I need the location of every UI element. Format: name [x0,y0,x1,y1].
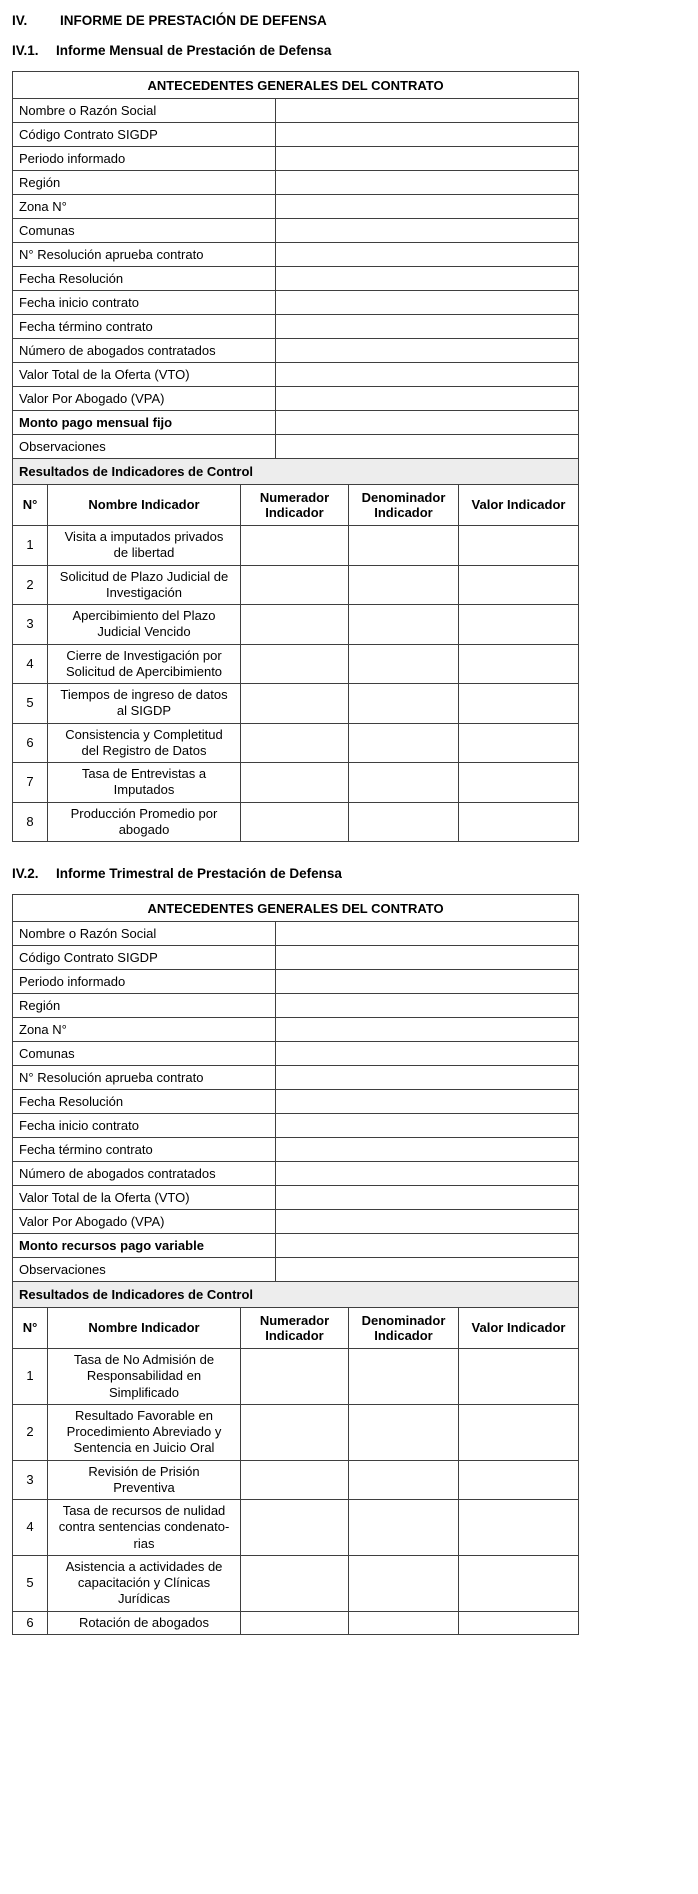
contract-row-value-cell [276,147,579,171]
indicators-column-header-row [13,1308,579,1349]
indicator-name: Solicitud de Plazo Judicial de Investigación [48,565,241,605]
indicator-name: Consistencia y Completitud del Registro de Datos [48,723,241,763]
indicator-row [13,565,579,605]
contract-row [13,171,579,195]
indicator-numerator-cell [241,723,349,763]
indicator-denominator-cell [349,763,459,803]
contract-row-value-cell [276,1018,579,1042]
contract-row [13,339,579,363]
report-section [12,43,698,842]
indicator-number: 2 [13,1404,48,1460]
section-number: IV.1. [12,43,39,58]
indicator-number: 6 [13,723,48,763]
indicator-numerator-cell [241,644,349,684]
indicator-row [13,1611,579,1634]
contract-row-label: Valor Total de la Oferta (VTO) [13,363,276,387]
section-title: Informe Trimestral de Prestación de Defensa [56,866,342,881]
contract-row [13,1258,579,1282]
column-header-nombre-indicador: Nombre Indicador [48,1308,241,1349]
indicator-row [13,526,579,566]
column-header-nombre-indicador: Nombre Indicador [48,485,241,526]
contract-header-row [13,895,579,922]
indicator-row [13,605,579,645]
column-header-valor-indicador: Valor Indicador [459,485,579,526]
contract-row-label: Valor Total de la Oferta (VTO) [13,1186,276,1210]
indicator-numerator-cell [241,684,349,724]
indicator-value-cell [459,684,579,724]
contract-row-label: Comunas [13,1042,276,1066]
column-header-denominador-indicador: Denominador Indicador [349,1308,459,1349]
contract-row-value-cell [276,195,579,219]
column-header-n: N° [13,485,48,526]
contract-table [12,71,579,459]
indicator-denominator-cell [349,1460,459,1500]
contract-row-label: N° Resolución aprueba contrato [13,1066,276,1090]
contract-row [13,219,579,243]
contract-row-value-cell [276,1114,579,1138]
contract-row-value-cell [276,435,579,459]
indicator-numerator-cell [241,1611,349,1634]
contract-row [13,243,579,267]
heading-number: IV. [12,13,28,28]
contract-row-label: Nombre o Razón Social [13,99,276,123]
indicator-number: 3 [13,1460,48,1500]
contract-row-value-cell [276,1066,579,1090]
contract-row-value-cell [276,339,579,363]
contract-row [13,1042,579,1066]
contract-row [13,946,579,970]
contract-row-label: Fecha Resolución [13,267,276,291]
contract-table [12,894,579,1282]
contract-row [13,99,579,123]
contract-row-value-cell [276,1138,579,1162]
contract-row-label: Región [13,994,276,1018]
contract-row [13,195,579,219]
contract-row-value-cell [276,1258,579,1282]
contract-row-value-cell [276,243,579,267]
indicator-value-cell [459,526,579,566]
indicator-denominator-cell [349,684,459,724]
contract-row-label: Número de abogados contratados [13,339,276,363]
section-number: IV.2. [12,866,39,881]
contract-row-value-cell [276,123,579,147]
indicator-number: 4 [13,644,48,684]
contract-row-value-cell [276,994,579,1018]
indicator-number: 8 [13,802,48,842]
contract-row [13,1186,579,1210]
indicator-denominator-cell [349,1611,459,1634]
indicator-name: Resultado Favorable en Procedimiento Abreviado y Sentencia en Juicio Oral [48,1404,241,1460]
contract-row-value-cell [276,171,579,195]
indicator-numerator-cell [241,1349,349,1405]
contract-row-label: Región [13,171,276,195]
contract-row-label: Observaciones [13,1258,276,1282]
indicator-row [13,802,579,842]
indicator-numerator-cell [241,565,349,605]
indicator-value-cell [459,565,579,605]
indicator-numerator-cell [241,802,349,842]
indicator-number: 1 [13,526,48,566]
indicator-number: 5 [13,1555,48,1611]
contract-row [13,411,579,435]
indicator-value-cell [459,763,579,803]
contract-row [13,922,579,946]
contract-header-row [13,72,579,99]
contract-row-label: Nombre o Razón Social [13,922,276,946]
indicator-name: Revisión de Prisión Preventiva [48,1460,241,1500]
contract-row [13,315,579,339]
indicator-row [13,1349,579,1405]
column-header-numerador-indicador: Numerador Indicador [241,485,349,526]
contract-row-value-cell [276,1186,579,1210]
contract-row [13,291,579,315]
indicator-value-cell [459,1460,579,1500]
contract-row [13,1234,579,1258]
contract-row-label: Código Contrato SIGDP [13,946,276,970]
column-header-denominador-indicador: Denominador Indicador [349,485,459,526]
contract-row-label: Fecha inicio contrato [13,1114,276,1138]
indicator-number: 3 [13,605,48,645]
indicator-name: Tasa de Entrevistas a Imputados [48,763,241,803]
indicator-value-cell [459,1611,579,1634]
indicator-number: 7 [13,763,48,803]
contract-row-label: Periodo informado [13,147,276,171]
contract-row-value-cell [276,219,579,243]
contract-row-value-cell [276,1210,579,1234]
indicators-section-header: Resultados de Indicadores de Control [13,459,579,485]
report-section [12,866,698,1635]
document-heading [12,13,698,28]
indicator-denominator-cell [349,1500,459,1556]
section-title: Informe Mensual de Prestación de Defensa [56,43,332,58]
indicator-row [13,1500,579,1556]
contract-row-label: Número de abogados contratados [13,1162,276,1186]
contract-row [13,1090,579,1114]
indicator-name: Tasa de No Admisión de Responsabilidad en Simplificado [48,1349,241,1405]
indicator-value-cell [459,1349,579,1405]
contract-row-label: Zona N° [13,195,276,219]
heading-text: INFORME DE PRESTACIÓN DE DEFENSA [60,13,327,28]
contract-row-value-cell [276,922,579,946]
contract-row [13,387,579,411]
indicator-number: 1 [13,1349,48,1405]
contract-row-label: Monto pago mensual fijo [13,411,276,435]
indicator-row [13,644,579,684]
indicator-denominator-cell [349,526,459,566]
contract-row-value-cell [276,411,579,435]
indicator-value-cell [459,1500,579,1556]
indicator-number: 2 [13,565,48,605]
indicator-value-cell [459,1555,579,1611]
contract-row-label: Código Contrato SIGDP [13,123,276,147]
contract-row-value-cell [276,291,579,315]
contract-row-value-cell [276,363,579,387]
indicator-name: Apercibimiento del Plazo Judicial Vencido [48,605,241,645]
contract-row [13,123,579,147]
indicator-value-cell [459,802,579,842]
indicator-numerator-cell [241,1555,349,1611]
indicator-value-cell [459,1404,579,1460]
contract-row-label: Observaciones [13,435,276,459]
contract-row-label: Comunas [13,219,276,243]
indicators-section-header-row [13,1282,579,1308]
contract-row [13,970,579,994]
indicators-table [12,458,579,842]
contract-row-value-cell [276,1234,579,1258]
indicator-value-cell [459,723,579,763]
indicator-row [13,1555,579,1611]
indicators-column-header-row [13,485,579,526]
contract-table-header: ANTECEDENTES GENERALES DEL CONTRATO [13,895,579,922]
contract-row-value-cell [276,387,579,411]
indicator-value-cell [459,605,579,645]
sections-container [12,43,698,1635]
contract-row-label: Fecha inicio contrato [13,291,276,315]
indicator-denominator-cell [349,605,459,645]
indicator-name: Tiempos de ingreso de datos al SIGDP [48,684,241,724]
contract-row [13,1066,579,1090]
contract-row-label: Valor Por Abogado (VPA) [13,387,276,411]
contract-row-label: Fecha término contrato [13,315,276,339]
contract-row-value-cell [276,267,579,291]
contract-table-header: ANTECEDENTES GENERALES DEL CONTRATO [13,72,579,99]
indicator-number: 5 [13,684,48,724]
indicator-number: 4 [13,1500,48,1556]
indicator-row [13,1460,579,1500]
column-header-valor-indicador: Valor Indicador [459,1308,579,1349]
contract-row-value-cell [276,99,579,123]
indicator-numerator-cell [241,1460,349,1500]
indicator-numerator-cell [241,1500,349,1556]
indicator-numerator-cell [241,526,349,566]
contract-row [13,994,579,1018]
indicator-numerator-cell [241,763,349,803]
contract-row-value-cell [276,315,579,339]
indicator-name: Cierre de Investigación por Solicitud de Apercibimiento [48,644,241,684]
contract-row [13,363,579,387]
contract-row-label: Fecha Resolución [13,1090,276,1114]
column-header-n: N° [13,1308,48,1349]
contract-row-label: Fecha término contrato [13,1138,276,1162]
contract-row-value-cell [276,946,579,970]
contract-row [13,147,579,171]
indicators-table [12,1281,579,1635]
contract-row [13,1162,579,1186]
indicator-value-cell [459,644,579,684]
contract-row-value-cell [276,1162,579,1186]
contract-row-label: Periodo informado [13,970,276,994]
column-header-numerador-indicador: Numerador Indicador [241,1308,349,1349]
indicator-row [13,1404,579,1460]
indicator-row [13,763,579,803]
indicator-denominator-cell [349,565,459,605]
contract-row-label: N° Resolución aprueba contrato [13,243,276,267]
indicator-numerator-cell [241,1404,349,1460]
contract-row-label: Monto recursos pago variable [13,1234,276,1258]
contract-row-value-cell [276,1042,579,1066]
contract-row [13,1138,579,1162]
indicator-row [13,684,579,724]
indicators-section-header-row [13,459,579,485]
contract-row-label: Valor Por Abogado (VPA) [13,1210,276,1234]
indicator-numerator-cell [241,605,349,645]
contract-row [13,1210,579,1234]
contract-row [13,267,579,291]
indicator-denominator-cell [349,802,459,842]
indicator-denominator-cell [349,644,459,684]
indicator-name: Rotación de abogados [48,1611,241,1634]
section-heading [12,43,698,58]
indicator-denominator-cell [349,1349,459,1405]
contract-row-value-cell [276,970,579,994]
indicator-name: Visita a imputados privados de libertad [48,526,241,566]
contract-row [13,435,579,459]
indicators-section-header: Resultados de Indicadores de Control [13,1282,579,1308]
indicator-denominator-cell [349,1404,459,1460]
contract-row [13,1018,579,1042]
indicator-name: Tasa de recursos de nulidad contra sentencias condenato-rias [48,1500,241,1556]
indicator-number: 6 [13,1611,48,1634]
contract-row [13,1114,579,1138]
contract-row-value-cell [276,1090,579,1114]
indicator-name: Producción Promedio por abogado [48,802,241,842]
contract-row-label: Zona N° [13,1018,276,1042]
indicator-name: Asistencia a actividades de capacitación y Clínicas Jurídicas [48,1555,241,1611]
indicator-denominator-cell [349,1555,459,1611]
indicator-denominator-cell [349,723,459,763]
section-heading [12,866,698,881]
indicator-row [13,723,579,763]
